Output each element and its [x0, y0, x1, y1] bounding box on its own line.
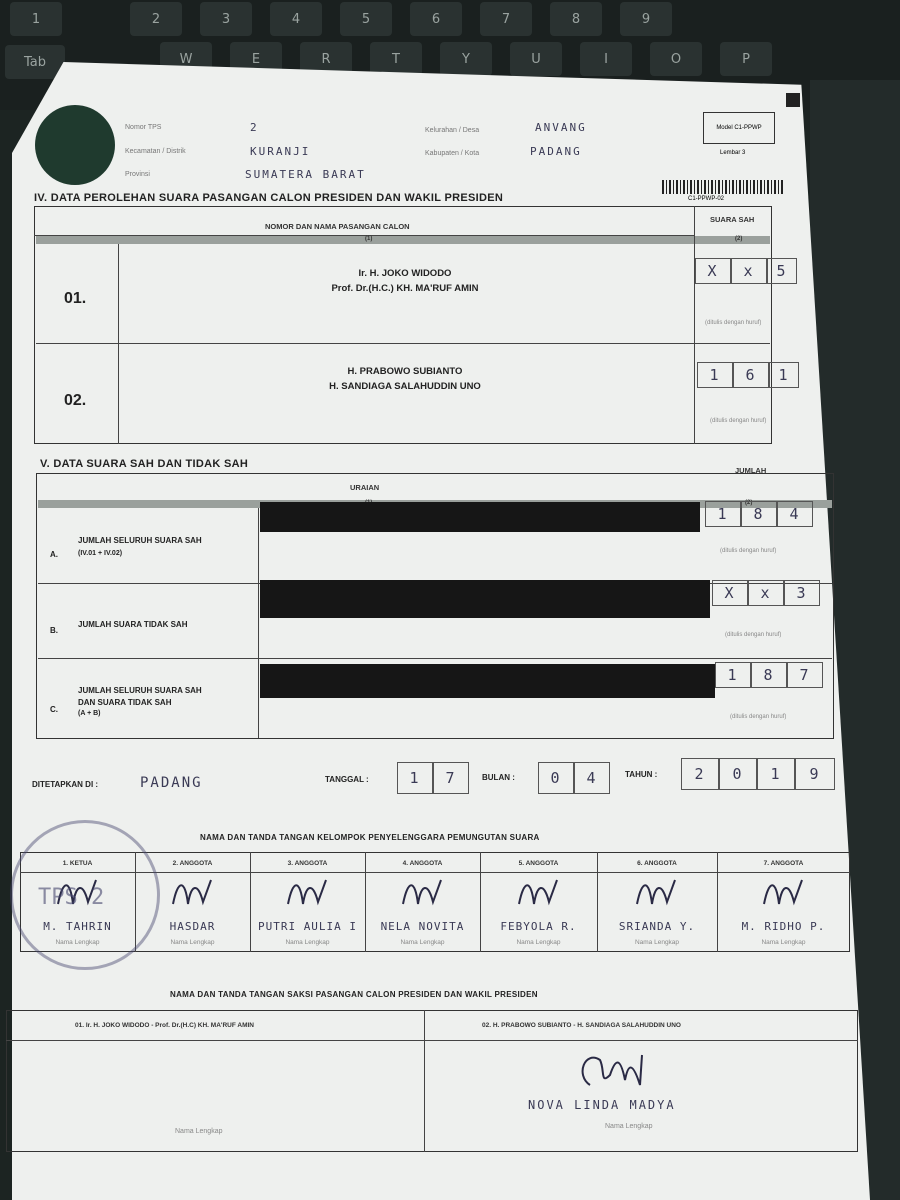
provinsi-value: SUMATERA BARAT	[245, 168, 366, 181]
candidate-2-name: H. PRABOWO SUBIANTO	[347, 366, 463, 377]
kpps-signature	[754, 874, 814, 914]
row-letter: C.	[50, 705, 58, 714]
candidate-1-name: Ir. H. JOKO WIDODO	[358, 268, 452, 279]
kpps-member-name: FEBYOLA R.	[500, 920, 577, 933]
key: U	[510, 42, 562, 76]
count-digit: 1	[715, 662, 751, 688]
witness-signature	[570, 1045, 660, 1105]
key: 3	[200, 2, 252, 36]
bulan-label: BULAN :	[482, 773, 515, 782]
candidate-name	[255, 364, 555, 394]
date-digit: 9	[795, 758, 835, 790]
key: T	[370, 42, 422, 76]
section-4-header	[34, 206, 694, 236]
count-digit: 7	[787, 662, 823, 688]
count-digit: 8	[751, 662, 787, 688]
kpps-signature	[509, 874, 569, 914]
hint-text: (ditulis dengan huruf)	[720, 548, 777, 554]
col-votes-header: SUARA SAH	[710, 215, 755, 224]
lembar-label: Lembar 3	[720, 150, 746, 156]
key: O	[650, 42, 702, 76]
candidate-number: 02.	[64, 392, 87, 409]
stamp-text: TPS 2	[38, 885, 105, 910]
key: W	[160, 42, 212, 76]
row-letter: B.	[50, 626, 58, 635]
date-digit: 1	[397, 762, 433, 794]
nomor-tps-value: 2	[250, 121, 259, 134]
kpps-signature	[627, 874, 687, 914]
kpps-role: 6. ANGGOTA	[637, 860, 677, 867]
date-digit: 4	[574, 762, 610, 794]
kpps-member-name: M. RIDHO P.	[741, 920, 826, 933]
kpps-member-name: PUTRI AULIA I	[257, 920, 358, 933]
barcode	[662, 180, 784, 194]
kpu-logo	[35, 105, 115, 185]
kpps-title: NAMA DAN TANDA TANGAN KELOMPOK PENYELENGGARA PEMUNGUTAN SUARA	[200, 833, 540, 842]
column-divider	[258, 508, 259, 738]
kpps-member-name: M. TAHRIN	[43, 920, 112, 933]
key: P	[720, 42, 772, 76]
kabupaten-label: Kabupaten / Kota	[425, 150, 480, 157]
column-divider	[118, 244, 119, 444]
date-digit: 7	[433, 762, 469, 794]
kelurahan-label: Kelurahan / Desa	[425, 127, 480, 134]
candidate-2-running-mate: H. SANDIAGA SALAHUDDIN UNO	[329, 381, 481, 392]
key: E	[230, 42, 282, 76]
kecamatan-value: KURANJI	[250, 145, 311, 158]
kpps-signature	[393, 874, 453, 914]
kabupaten-value: PADANG	[530, 145, 582, 158]
column-divider	[250, 852, 251, 952]
kpps-role: 4. ANGGOTA	[402, 860, 443, 867]
row-label: DAN SUARA TIDAK SAH	[78, 698, 172, 707]
hint-text: (ditulis dengan huruf)	[725, 632, 782, 638]
name-hint: Nama Lengkap	[761, 939, 806, 946]
key: Y	[440, 42, 492, 76]
kpps-role: 3. ANGGOTA	[287, 860, 328, 867]
row-label-formula: (IV.01 + IV.02)	[78, 550, 123, 557]
candidate-name	[255, 266, 555, 296]
row-label-formula: (A + B)	[78, 710, 101, 717]
column-divider	[597, 852, 598, 952]
candidate-number: 01.	[64, 290, 87, 307]
column-divider	[424, 1010, 425, 1152]
saksi-table	[6, 1010, 858, 1152]
count-digit: 4	[777, 501, 813, 527]
redaction-bar	[260, 664, 715, 698]
count-digit: 8	[741, 501, 777, 527]
tanggal-label: TANGGAL :	[325, 775, 369, 784]
count-digit: 3	[784, 580, 820, 606]
column-divider	[694, 206, 695, 444]
date-digit: 1	[757, 758, 795, 790]
key: R	[300, 42, 352, 76]
saksi-title: NAMA DAN TANDA TANGAN SAKSI PASANGAN CALON PRESIDEN DAN WAKIL PRESIDEN	[170, 990, 538, 999]
col-name-header: NOMOR DAN NAMA PASANGAN CALON	[265, 222, 410, 231]
nomor-tps-label: Nomor TPS	[125, 124, 162, 131]
name-hint: Nama Lengkap	[516, 939, 561, 946]
ditetapkan-place: PADANG	[140, 775, 203, 791]
col-uraian-header: URAIAN	[350, 483, 380, 492]
vote-digit: 1	[769, 362, 799, 388]
corner-marker	[786, 93, 800, 107]
key: Tab	[5, 45, 65, 79]
count-digit: 1	[705, 501, 741, 527]
saksi-col-1: 01. Ir. H. JOKO WIDODO - Prof. Dr.(H.C) KH. MA'RUF AMIN	[75, 1022, 254, 1029]
name-hint: Nama Lengkap	[55, 939, 100, 946]
key: 1	[10, 2, 62, 36]
vote-digit: 5	[767, 258, 797, 284]
index-row	[36, 236, 770, 244]
kpps-role: 5. ANGGOTA	[518, 860, 559, 867]
row-label: JUMLAH SUARA TIDAK SAH	[78, 620, 188, 629]
saksi-col-2: 02. H. PRABOWO SUBIANTO - H. SANDIAGA SALAHUDDIN UNO	[482, 1022, 681, 1029]
kpps-signature	[278, 874, 338, 914]
key: 2	[130, 2, 182, 36]
col2-index: (2)	[745, 500, 753, 506]
hint-text: (ditulis dengan huruf)	[730, 714, 787, 720]
form-code-small: C1-PPWP-02	[688, 196, 725, 202]
name-hint: Nama Lengkap	[170, 939, 215, 946]
key: I	[580, 42, 632, 76]
row-label: JUMLAH SELURUH SUARA SAH	[78, 686, 202, 695]
col-jumlah-header: JUMLAH	[735, 466, 767, 475]
kecamatan-label: Kecamatan / Distrik	[125, 148, 186, 155]
witness-2-name: NOVA LINDA MADYA	[528, 1098, 676, 1112]
vote-digit: 6	[733, 362, 769, 388]
kpps-role: 2. ANGGOTA	[172, 860, 213, 867]
tahun-label: TAHUN :	[625, 770, 658, 779]
column-divider	[717, 852, 718, 952]
row-letter: A.	[50, 550, 58, 559]
ditetapkan-label: DITETAPKAN DI :	[32, 780, 99, 789]
key: 6	[410, 2, 462, 36]
key: 5	[340, 2, 392, 36]
kpps-role: 1. KETUA	[62, 860, 93, 867]
name-hint: Nama Lengkap	[175, 1128, 223, 1135]
kpps-member-name: SRIANDA Y.	[618, 920, 696, 933]
kpps-member-name: NELA NOVITA	[380, 920, 465, 933]
section-5-title: V. DATA SUARA SAH DAN TIDAK SAH	[40, 458, 249, 470]
date-digit: 2	[681, 758, 719, 790]
hint-text: (ditulis dengan huruf)	[705, 320, 762, 326]
column-divider	[480, 852, 481, 952]
key: 4	[270, 2, 322, 36]
form-code-box: Model C1-PPWP	[703, 112, 775, 144]
row-divider	[36, 343, 770, 344]
section-4-title: IV. DATA PEROLEHAN SUARA PASANGAN CALON PRESIDEN DAN WAKIL PRESIDEN	[34, 192, 504, 204]
name-hint: Nama Lengkap	[400, 939, 445, 946]
vote-digit: X	[695, 258, 731, 284]
candidate-1-running-mate: Prof. Dr.(H.C.) KH. MA'RUF AMIN	[331, 283, 479, 294]
key: 9	[620, 2, 672, 36]
row-divider	[6, 1040, 858, 1041]
redaction-bar	[260, 580, 710, 618]
kpps-role: 7. ANGGOTA	[763, 860, 804, 867]
date-digit: 0	[538, 762, 574, 794]
row-label: JUMLAH SELURUH SUARA SAH	[78, 536, 202, 545]
kpps-signature	[163, 874, 223, 914]
provinsi-label: Provinsi	[125, 171, 150, 178]
kpps-member-name: HASDAR	[169, 920, 216, 933]
key: 8	[550, 2, 602, 36]
count-digit: X	[712, 580, 748, 606]
vote-digit: x	[731, 258, 767, 284]
hint-text: (ditulis dengan huruf)	[710, 418, 767, 424]
date-digit: 0	[719, 758, 757, 790]
name-hint: Nama Lengkap	[285, 939, 330, 946]
count-digit: x	[748, 580, 784, 606]
name-hint: Nama Lengkap	[605, 1123, 653, 1130]
col1-index: (1)	[365, 236, 373, 242]
column-divider	[365, 852, 366, 952]
kelurahan-value: ANVANG	[535, 121, 587, 134]
name-hint: Nama Lengkap	[634, 939, 680, 946]
redaction-bar	[260, 502, 700, 532]
key: 7	[480, 2, 532, 36]
col2-index: (2)	[735, 236, 743, 242]
vote-digit: 1	[697, 362, 733, 388]
row-divider	[38, 658, 832, 659]
